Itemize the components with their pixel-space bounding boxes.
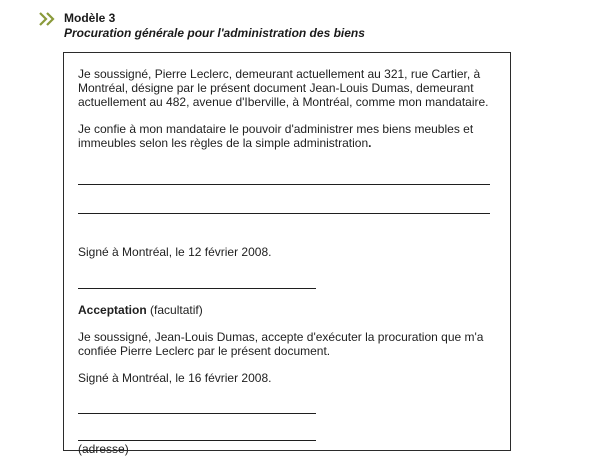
acceptance-heading	[78, 303, 496, 317]
powers-paragraph	[78, 122, 496, 150]
address-label: (adresse)	[78, 442, 129, 456]
document-header	[38, 11, 558, 45]
blank-line	[78, 213, 490, 214]
procuration-document	[63, 52, 511, 456]
signed-place-date-1: Signé à Montréal, le 12 février 2008.	[78, 245, 272, 259]
mandate-paragraph: Je soussigné, Pierre Leclerc, demeurant actuellement au 321, rue Cartier, à Montréal, désigne par le présent document Jean-Louis Dumas, demeurant actuellement au 482, avenue d'Iberville, à Montréal, comme mon mandataire.	[78, 67, 489, 109]
powers-period: .	[368, 136, 372, 150]
signed-place-date-2: Signé à Montréal, le 16 février 2008.	[78, 371, 272, 385]
acceptance-optional-note: (facultatif)	[146, 303, 203, 317]
model-title: Modèle 3	[64, 11, 116, 25]
acceptance-paragraph: Je soussigné, Jean-Louis Dumas, accepte d'exécuter la procuration que m'a confiée Pierre Leclerc par le présent document.	[78, 330, 484, 358]
powers-text: Je confie à mon mandataire le pouvoir d'administrer mes biens meubles et immeubles selon les règles de la simple administration	[78, 122, 474, 150]
address-line	[78, 440, 316, 441]
model-subtitle: Procuration générale pour l'administration des biens	[64, 26, 365, 40]
blank-line	[78, 184, 490, 185]
signature-line-mandataire	[78, 413, 316, 414]
double-chevron-right-icon	[38, 11, 60, 27]
signature-line-mandant	[78, 288, 316, 289]
acceptance-label: Acceptation	[78, 303, 147, 317]
